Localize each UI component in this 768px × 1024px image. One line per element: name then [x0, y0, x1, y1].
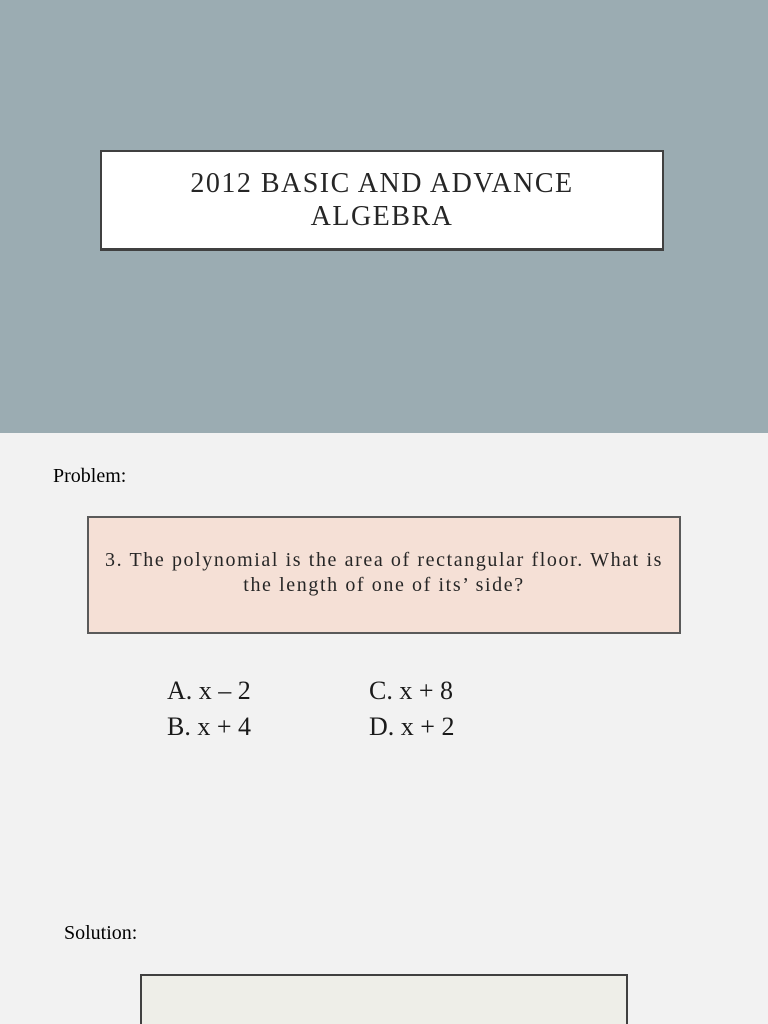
choice-b: B. x + 4 — [167, 712, 252, 741]
answer-choices — [167, 675, 547, 743]
problem-label: Problem: — [53, 465, 127, 487]
choice-c: C. x + 8 — [369, 676, 454, 705]
question-text: 3. The polynomial is the area of rectangular floor. What is the length of one of its’ side? — [105, 549, 663, 596]
slide-title: 2012 BASIC AND ADVANCE ALGEBRA — [190, 168, 574, 232]
question-box — [87, 516, 681, 634]
problem-slide — [0, 433, 768, 1024]
solution-label: Solution: — [64, 922, 138, 944]
choice-d: D. x + 2 — [369, 712, 455, 741]
choice-a: A. x – 2 — [167, 676, 251, 705]
title-box — [100, 150, 664, 251]
solution-box — [140, 974, 628, 1024]
title-slide — [0, 0, 768, 433]
